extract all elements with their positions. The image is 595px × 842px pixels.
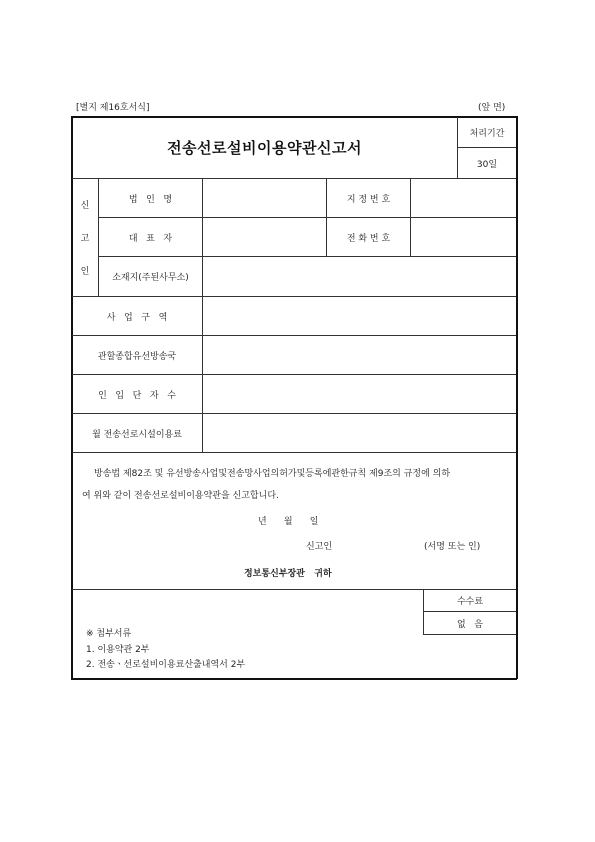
declaration-line-1: 방송법 제82조 및 유선방송사업및전송망사업의허가및등록에관한규칙 제9조의 규정에 의하 [94,469,451,479]
phone-no-label: 전 화 번 호 [346,233,391,244]
page-side: (앞 면) [478,103,506,113]
address-field[interactable] [203,257,516,296]
applicant-label-1: 신 [80,200,90,211]
subscribers-label: 인 입 단 자 수 [98,390,176,401]
rule-declaration-top [72,452,516,453]
business-area-field[interactable] [203,297,516,335]
cable-station-label: 관할종합유선방송국 [97,351,177,362]
attachment-item-1: 1. 이용약관 2부 [86,645,150,655]
monthly-fee-label: 월 전송선로시설이용료 [92,429,182,440]
declaration-line-2: 여 위와 같이 전송선로설비이용약관을 신고합니다. [82,491,279,501]
form-number: [별지 제16호서식] [76,103,150,113]
attachment-item-2: 2. 전송ㆍ선로설비이용료산출내역서 2부 [86,660,246,670]
corp-name-field[interactable] [203,179,326,217]
subscribers-field[interactable] [203,375,516,413]
date-line: 년 월 일 [258,517,319,527]
table-right-border [516,116,518,679]
address-label: 소재지(주된사무소) [112,273,189,283]
fee-value: 없 음 [457,619,483,630]
signature-note: (서명 또는 인) [424,542,481,552]
business-area-label: 사 업 구 역 [106,312,168,323]
processing-period-label: 처리기간 [469,128,505,139]
designation-no-field[interactable] [411,179,516,217]
reporter-label: 신고인 [306,542,333,552]
fee-bottom-rule [423,634,516,635]
table-bottom-border [71,678,517,680]
representative-label: 대 표 자 [128,233,173,244]
attachments-header: ※ 첨부서류 [86,629,132,639]
monthly-fee-field[interactable] [203,414,516,452]
cable-station-field[interactable] [203,336,516,374]
recipient: 정보통신부장관 귀하 [244,569,332,579]
phone-no-field[interactable] [411,218,516,256]
designation-no-label: 지 정 번 호 [346,194,391,205]
corp-name-label: 법 인 명 [128,194,173,205]
applicant-label-2: 고 [80,233,90,244]
form-title: 전송선로설비이용약관신고서 [167,139,362,157]
processing-period-value: 30일 [476,159,498,170]
fee-label: 수수료 [456,597,484,607]
representative-field[interactable] [203,218,326,256]
applicant-label-3: 인 [80,266,90,277]
